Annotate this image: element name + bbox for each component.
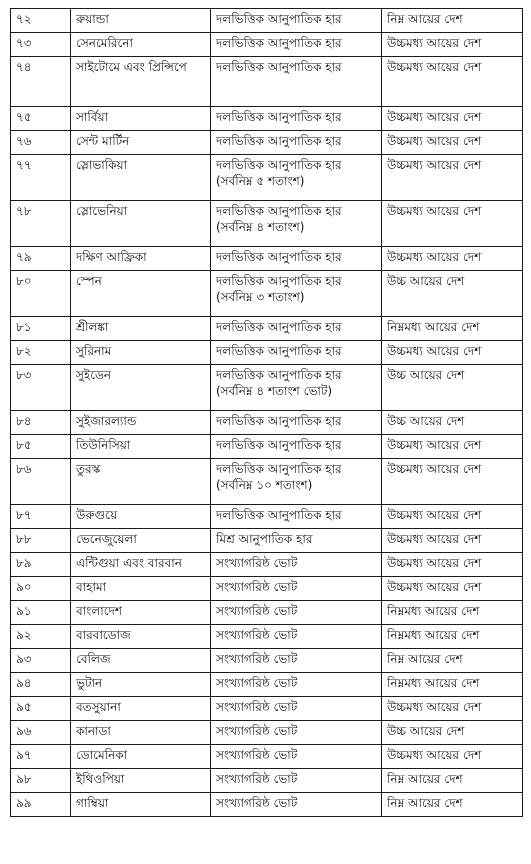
table-row (11, 793, 523, 817)
electoral-system (211, 459, 382, 505)
income-group: উচ্চমধ্য আয়ের দেশ (382, 553, 523, 577)
table-row (11, 505, 523, 529)
electoral-system-label: দলভিত্তিক আনুপাতিক হার (216, 414, 342, 428)
electoral-system (211, 649, 382, 673)
country-name: রুয়ান্ডা (71, 9, 211, 33)
table-row (11, 577, 523, 601)
country-name: কানাডা (71, 721, 211, 745)
income-group: উচ্চমধ্য আয়ের দেশ (382, 459, 523, 505)
row-number: ৮৬ (11, 459, 71, 505)
electoral-system (211, 271, 382, 317)
country-name: সাইটোমে এবং প্রিন্সিপে (71, 57, 211, 107)
electoral-system (211, 247, 382, 271)
income-group: উচ্চমধ্য আয়ের দেশ (382, 745, 523, 769)
electoral-system-label: সংখ্যাগরিষ্ঠ ভোট (216, 700, 298, 714)
country-name: ভুটান (71, 673, 211, 697)
electoral-system-label: সংখ্যাগরিষ্ঠ ভোট (216, 748, 298, 762)
electoral-system (211, 505, 382, 529)
row-number: ৯২ (11, 625, 71, 649)
country-name: সেন্ট মার্টিন (71, 131, 211, 155)
electoral-system-label: সংখ্যাগরিষ্ঠ ভোট (216, 556, 298, 570)
income-group: উচ্চমধ্য আয়ের দেশ (382, 529, 523, 553)
row-number: ৭৫ (11, 107, 71, 131)
table-row (11, 459, 523, 505)
electoral-system-label: মিশ্র আনুপাতিক হার (216, 532, 313, 546)
electoral-system (211, 435, 382, 459)
electoral-system (211, 107, 382, 131)
row-number: ৯৫ (11, 697, 71, 721)
country-name: এন্টিগুয়া এবং বারবান (71, 553, 211, 577)
electoral-system-label: দলভিত্তিক আনুপাতিক হার (216, 320, 342, 334)
table-row (11, 271, 523, 317)
country-name: ইথিওপিয়া (71, 769, 211, 793)
table-body (11, 9, 523, 817)
electoral-system (211, 577, 382, 601)
table-row (11, 131, 523, 155)
country-name: স্পেন (71, 271, 211, 317)
electoral-system (211, 673, 382, 697)
threshold-note: (সর্বনিম্ন ৫ শতাংশ) (216, 174, 305, 188)
table-row (11, 673, 523, 697)
row-number: ৮০ (11, 271, 71, 317)
table-row (11, 553, 523, 577)
row-number: ৮৯ (11, 553, 71, 577)
income-group: উচ্চমধ্য আয়ের দেশ (382, 505, 523, 529)
electoral-system (211, 33, 382, 57)
electoral-system-label: সংখ্যাগরিষ্ঠ ভোট (216, 580, 298, 594)
table-row (11, 697, 523, 721)
country-name: শ্রীলঙ্কা (71, 317, 211, 341)
income-group: নিম্নমধ্য আয়ের দেশ (382, 625, 523, 649)
income-group: উচ্চমধ্য আয়ের দেশ (382, 201, 523, 247)
row-number: ৮৭ (11, 505, 71, 529)
electoral-system (211, 9, 382, 33)
income-group: উচ্চমধ্য আয়ের দেশ (382, 33, 523, 57)
table-row (11, 365, 523, 411)
income-group: উচ্চমধ্য আয়ের দেশ (382, 107, 523, 131)
income-group: উচ্চমধ্য আয়ের দেশ (382, 247, 523, 271)
income-group: নিম্নমধ্য আয়ের দেশ (382, 317, 523, 341)
threshold-note: (সর্বনিম্ন ৪ শতাংশ) (216, 220, 305, 234)
electoral-system-label: দলভিত্তিক আনুপাতিক হার (216, 36, 342, 50)
country-name: বাহামা (71, 577, 211, 601)
threshold-note: (সর্বনিম্ন ৩ শতাংশ) (216, 290, 305, 304)
table-row (11, 529, 523, 553)
table-row (11, 57, 523, 107)
electoral-system-label: দলভিত্তিক আনুপাতিক হার (216, 204, 342, 218)
row-number: ৭৬ (11, 131, 71, 155)
electoral-system-label: দলভিত্তিক আনুপাতিক হার (216, 368, 342, 382)
threshold-note: (সর্বনিম্ন ১০ শতাংশ) (216, 478, 313, 492)
country-name: বাংলাদেশ (71, 601, 211, 625)
row-number: ৯৪ (11, 673, 71, 697)
country-name: তিউনিসিয়া (71, 435, 211, 459)
row-number: ৭৯ (11, 247, 71, 271)
electoral-system (211, 411, 382, 435)
table-row (11, 33, 523, 57)
row-number: ৮২ (11, 341, 71, 365)
electoral-system (211, 365, 382, 411)
electoral-system-label: সংখ্যাগরিষ্ঠ ভোট (216, 604, 298, 618)
electoral-system (211, 317, 382, 341)
country-name: গাম্বিয়া (71, 793, 211, 817)
income-group: নিম্ন আয়ের দেশ (382, 769, 523, 793)
row-number: ৮৩ (11, 365, 71, 411)
electoral-system (211, 625, 382, 649)
electoral-system-label: সংখ্যাগরিষ্ঠ ভোট (216, 652, 298, 666)
electoral-system (211, 769, 382, 793)
electoral-system (211, 155, 382, 201)
electoral-system (211, 697, 382, 721)
table-row (11, 745, 523, 769)
country-name: সুইডেন (71, 365, 211, 411)
row-number: ৯৯ (11, 793, 71, 817)
country-name: বারবাডোজ (71, 625, 211, 649)
country-name: উরুগুয়ে (71, 505, 211, 529)
electoral-system-label: দলভিত্তিক আনুপাতিক হার (216, 508, 342, 522)
income-group: উচ্চমধ্য আয়ের দেশ (382, 435, 523, 459)
electoral-system-label: সংখ্যাগরিষ্ঠ ভোট (216, 772, 298, 786)
electoral-system-label: দলভিত্তিক আনুপাতিক হার (216, 60, 342, 74)
income-group: নিম্ন আয়ের দেশ (382, 649, 523, 673)
row-number: ৯৭ (11, 745, 71, 769)
row-number: ৯১ (11, 601, 71, 625)
country-name: স্লোভেনিয়া (71, 201, 211, 247)
electoral-system (211, 601, 382, 625)
row-number: ৯৬ (11, 721, 71, 745)
country-name: সেনমেরিনো (71, 33, 211, 57)
electoral-system-label: সংখ্যাগরিষ্ঠ ভোট (216, 676, 298, 690)
electoral-system-label: দলভিত্তিক আনুপাতিক হার (216, 250, 342, 264)
row-number: ৭৭ (11, 155, 71, 201)
country-name: স্লোভাকিয়া (71, 155, 211, 201)
income-group: নিম্নমধ্য আয়ের দেশ (382, 673, 523, 697)
income-group: নিম্ন আয়ের দেশ (382, 9, 523, 33)
table-row (11, 155, 523, 201)
income-group: উচ্চমধ্য আয়ের দেশ (382, 131, 523, 155)
electoral-system-label: দলভিত্তিক আনুপাতিক হার (216, 134, 342, 148)
income-group: উচ্চ আয়ের দেশ (382, 365, 523, 411)
income-group: উচ্চমধ্য আয়ের দেশ (382, 341, 523, 365)
income-group: উচ্চমধ্য আয়ের দেশ (382, 57, 523, 107)
electoral-system-label: দলভিত্তিক আনুপাতিক হার (216, 438, 342, 452)
table-row (11, 341, 523, 365)
country-name: ভেনেজুয়েলা (71, 529, 211, 553)
table-row (11, 649, 523, 673)
row-number: ৭৮ (11, 201, 71, 247)
row-number: ৯০ (11, 577, 71, 601)
income-group: নিম্ন আয়ের দেশ (382, 793, 523, 817)
electoral-system (211, 553, 382, 577)
country-name: ডোমেনিকা (71, 745, 211, 769)
country-name: বেলিজ (71, 649, 211, 673)
table-row (11, 769, 523, 793)
electoral-system-label: দলভিত্তিক আনুপাতিক হার (216, 274, 342, 288)
table-row (11, 721, 523, 745)
electoral-system (211, 341, 382, 365)
electoral-system-label: দলভিত্তিক আনুপাতিক হার (216, 344, 342, 358)
electoral-system (211, 529, 382, 553)
table-row (11, 247, 523, 271)
electoral-system-label: দলভিত্তিক আনুপাতিক হার (216, 462, 342, 476)
table-row (11, 107, 523, 131)
income-group: উচ্চমধ্য আয়ের দেশ (382, 155, 523, 201)
electoral-system (211, 745, 382, 769)
income-group: উচ্চ আয়ের দেশ (382, 721, 523, 745)
table-row (11, 411, 523, 435)
table-row (11, 435, 523, 459)
electoral-system (211, 201, 382, 247)
country-name: সার্বিয়া (71, 107, 211, 131)
electoral-system-label: দলভিত্তিক আনুপাতিক হার (216, 158, 342, 172)
electoral-system-label: সংখ্যাগরিষ্ঠ ভোট (216, 796, 298, 810)
country-name: বতসুয়ানা (71, 697, 211, 721)
row-number: ৭৪ (11, 57, 71, 107)
country-name: তুরস্ক (71, 459, 211, 505)
table-row (11, 317, 523, 341)
table-row (11, 601, 523, 625)
electoral-system (211, 131, 382, 155)
electoral-system-label: সংখ্যাগরিষ্ঠ ভোট (216, 724, 298, 738)
electoral-system (211, 57, 382, 107)
row-number: ৯৮ (11, 769, 71, 793)
electoral-system-label: সংখ্যাগরিষ্ঠ ভোট (216, 628, 298, 642)
income-group: উচ্চমধ্য আয়ের দেশ (382, 697, 523, 721)
row-number: ৮৫ (11, 435, 71, 459)
country-name: সুরিনাম (71, 341, 211, 365)
country-name: সুইজারল্যান্ড (71, 411, 211, 435)
table-row (11, 9, 523, 33)
row-number: ৯৩ (11, 649, 71, 673)
electoral-system (211, 793, 382, 817)
income-group: উচ্চ আয়ের দেশ (382, 271, 523, 317)
row-number: ৮৪ (11, 411, 71, 435)
electoral-system (211, 721, 382, 745)
threshold-note: (সর্বনিম্ন ৪ শতাংশ ভোট) (216, 384, 333, 398)
table-row (11, 625, 523, 649)
income-group: উচ্চমধ্য আয়ের দেশ (382, 577, 523, 601)
electoral-system-label: দলভিত্তিক আনুপাতিক হার (216, 12, 342, 26)
country-name: দক্ষিণ আফ্রিকা (71, 247, 211, 271)
table-row (11, 201, 523, 247)
row-number: ৭২ (11, 9, 71, 33)
income-group: নিম্নমধ্য আয়ের দেশ (382, 601, 523, 625)
row-number: ৮৮ (11, 529, 71, 553)
country-electoral-table (10, 8, 523, 817)
electoral-system-label: দলভিত্তিক আনুপাতিক হার (216, 110, 342, 124)
income-group: উচ্চ আয়ের দেশ (382, 411, 523, 435)
row-number: ৮১ (11, 317, 71, 341)
row-number: ৭৩ (11, 33, 71, 57)
